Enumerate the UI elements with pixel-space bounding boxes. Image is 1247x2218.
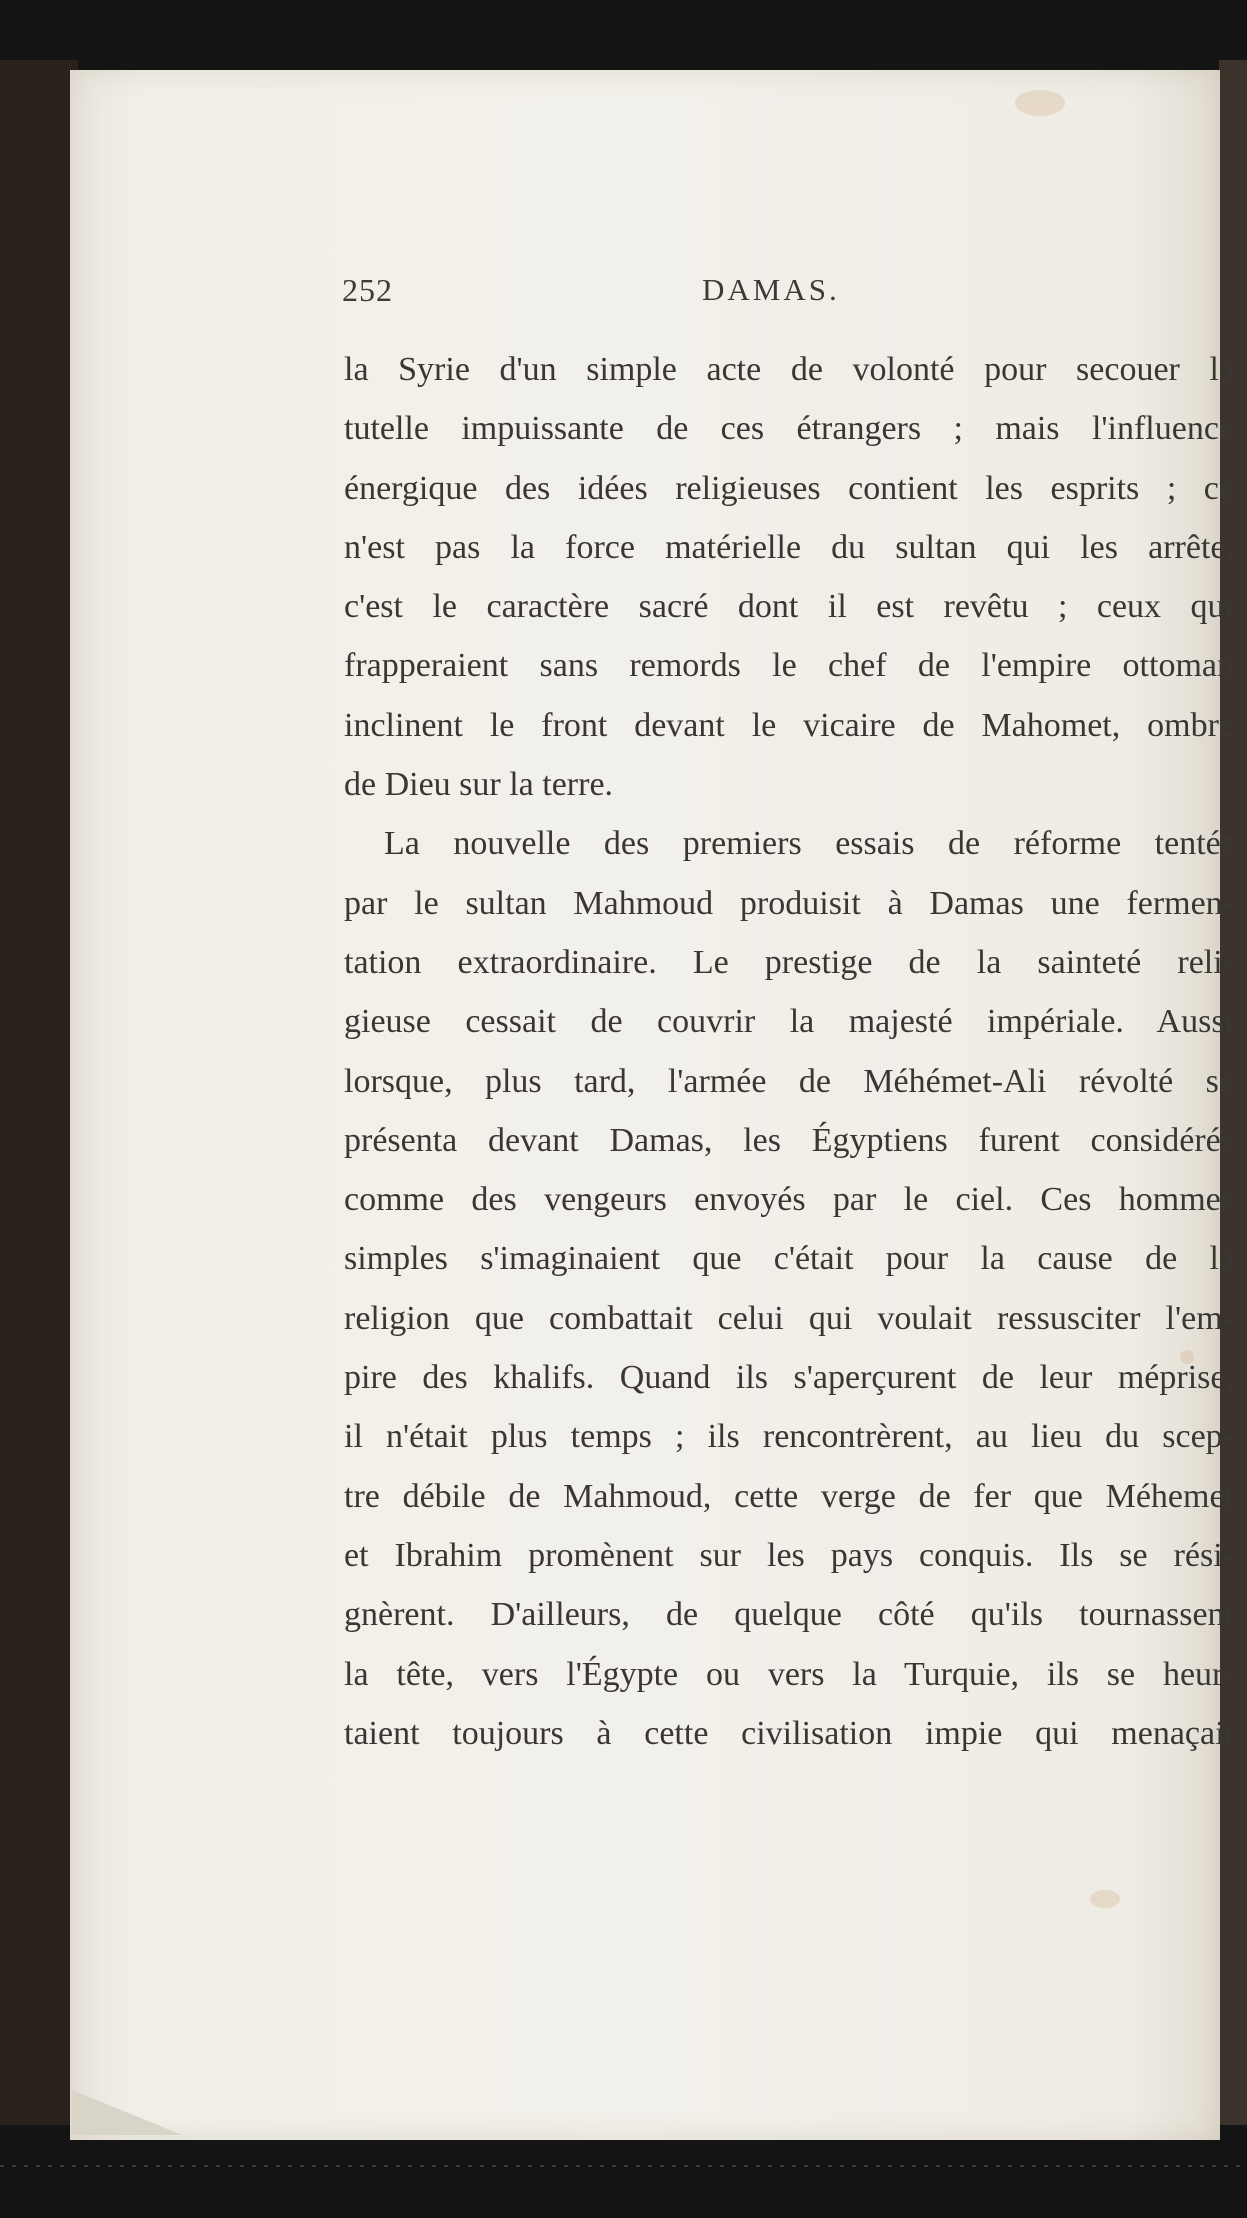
text-line: gieuse cessait de couvrir la majesté impériale. Aussi	[344, 1003, 1234, 1041]
scan-top-border	[0, 0, 1247, 72]
text-line: la Syrie d'un simple acte de volonté pour secouer la	[344, 351, 1234, 388]
text-line: tre débile de Mahmoud, cette verge de fer que Méhemet	[344, 1477, 1234, 1515]
text-line: simples s'imaginaient que c'était pour la cause de la	[344, 1240, 1234, 1278]
text-line: lorsque, plus tard, l'armée de Méhémet-Ali révolté se	[344, 1062, 1234, 1100]
text-line: gnèrent. D'ailleurs, de quelque côté qu'ils tournassent	[344, 1596, 1234, 1634]
scan-left-border	[0, 60, 78, 2140]
text-line: de Dieu sur la terre.	[344, 766, 614, 804]
text-line: c'est le caractère sacré dont il est revêtu ; ceux qui	[344, 588, 1234, 626]
text-line: La nouvelle des premiers essais de réforme tentés	[384, 825, 1234, 863]
text-line: et Ibrahim promènent sur les pays conquis. Ils se rési-	[344, 1536, 1234, 1574]
running-title: DAMAS.	[702, 272, 840, 307]
text-line: tutelle impuissante de ces étrangers ; mais l'influence	[344, 410, 1234, 448]
foxing-stain	[1090, 1890, 1120, 1908]
text-line: par le sultan Mahmoud produisit à Damas une fermen-	[344, 884, 1234, 922]
body-text	[344, 340, 1234, 1763]
text-line: inclinent le front devant le vicaire de Mahomet, ombre	[344, 706, 1234, 744]
text-line: frapperaient sans remords le chef de l'empire ottoman	[344, 647, 1234, 685]
text-line: religion que combattait celui qui voulait ressusciter l'em-	[344, 1299, 1234, 1337]
text-line: n'est pas la force matérielle du sultan qui les arrête,	[344, 528, 1234, 566]
page-header	[342, 272, 842, 312]
text-line: comme des vengeurs envoyés par le ciel. Ces hommes	[344, 1181, 1234, 1219]
text-line: taient toujours à cette civilisation impie qui menaçait	[344, 1714, 1234, 1752]
text-line: tation extraordinaire. Le prestige de la sainteté reli-	[344, 943, 1234, 981]
page-number: 252	[342, 272, 393, 308]
foxing-stain	[1015, 90, 1065, 116]
text-line: il n'était plus temps ; ils rencontrèrent, au lieu du scep-	[344, 1418, 1234, 1456]
text-line: pire des khalifs. Quand ils s'aperçurent de leur méprise,	[344, 1359, 1234, 1397]
text-line: énergique des idées religieuses contient les esprits ; ce	[344, 469, 1234, 507]
folded-page-corner	[72, 2090, 182, 2135]
text-line: la tête, vers l'Égypte ou vers la Turquie, ils se heur-	[344, 1655, 1234, 1693]
text-line: présenta devant Damas, les Égyptiens furent considérés	[344, 1121, 1234, 1159]
